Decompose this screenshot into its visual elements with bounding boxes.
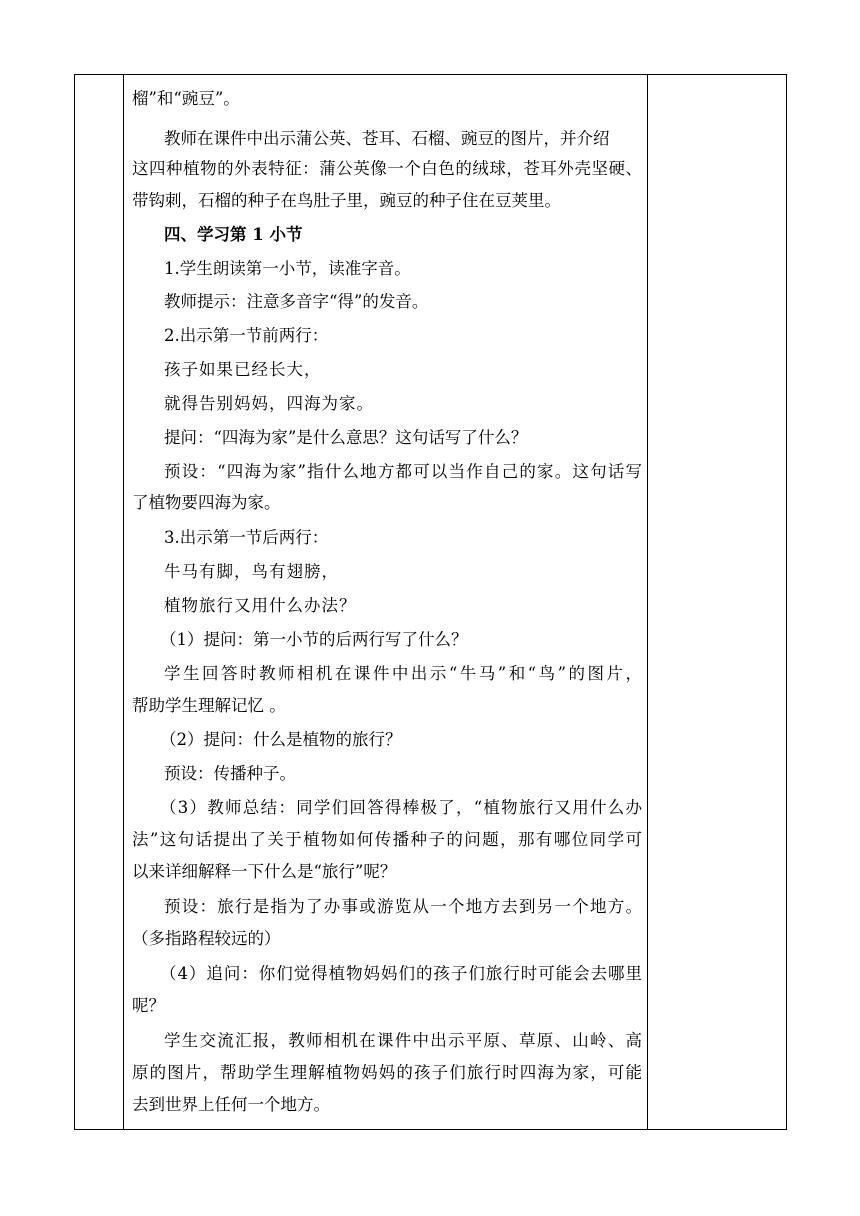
section-heading: 四、学习第 1 小节 [164, 225, 303, 244]
text-line: 教师在课件中出示蒲公英、苍耳、石榴、豌豆的图片，并介绍 [164, 129, 610, 148]
text-line: 学生交流汇报，教师相机在课件中出示平原、草原、山岭、高 [164, 1031, 642, 1050]
text-line: （1）提问：第一小节的后两行写了什么？ [160, 630, 468, 649]
text-line: 2.出示第一节前两行： [164, 326, 329, 345]
text-line: （多指路程较远的） [132, 929, 281, 948]
text-line: （3）教师总结：同学们回答得棒极了，“植物旅行又用什么办 [160, 798, 642, 817]
lesson-table [74, 74, 787, 1130]
text-line: （2）提问：什么是植物的旅行？ [160, 730, 402, 749]
poem-line: 植物旅行又用什么办法？ [164, 596, 357, 615]
text-line: 去到世界上任何一个地方。 [132, 1095, 330, 1114]
text-line: 预设：传播种子。 [164, 764, 296, 783]
poem-line: 孩子如果已经长大， [164, 360, 322, 379]
text-line: 法”这句话提出了关于植物如何传播种子的问题，那有哪位同学可 [132, 830, 642, 849]
lesson-content-cell [124, 75, 647, 1129]
text-line: 预设：“四海为家”指什么地方都可以当作自己的家。这句话写 [164, 462, 642, 481]
right-column-divider [647, 75, 648, 1129]
text-line: 了植物要四海为家。 [132, 493, 281, 512]
text-line: 带钩刺，石榴的种子在鸟肚子里，豌豆的种子住在豆荚里。 [132, 191, 561, 210]
text-line: 帮助学生理解记忆 。 [132, 696, 286, 715]
text-line: （4）追问：你们觉得植物妈妈们的孩子们旅行时可能会去哪里 [160, 964, 642, 983]
text-line: 1.学生朗读第一小节，读准字音。 [164, 259, 411, 278]
text-line: 提问：“四海为家”是什么意思？这句话写了什么？ [164, 428, 528, 447]
text-line: 预设：旅行是指为了办事或游览从一个地方去到另一个地方。 [164, 897, 642, 916]
text-line: 教师提示：注意多音字“得”的发音。 [164, 292, 429, 311]
text-line: 学生回答时教师相机在课件中出示“牛马”和“鸟”的图片， [164, 664, 642, 683]
text-line: 呢？ [132, 996, 165, 1015]
text-line: 3.出示第一节后两行： [164, 528, 329, 547]
poem-line: 就得告别妈妈，四海为家。 [164, 394, 374, 413]
poem-line: 牛马有脚，鸟有翅膀， [164, 562, 339, 581]
text-line: 原的图片，帮助学生理解植物妈妈的孩子们旅行时四海为家，可能 [132, 1063, 642, 1082]
text-line: 榴”和“豌豆”。 [132, 89, 240, 108]
text-line: 这四种植物的外表特征：蒲公英像一个白色的绒球，苍耳外壳坚硬、 [132, 159, 642, 178]
text-line: 以来详细解释一下什么是“旅行”呢？ [132, 862, 397, 881]
